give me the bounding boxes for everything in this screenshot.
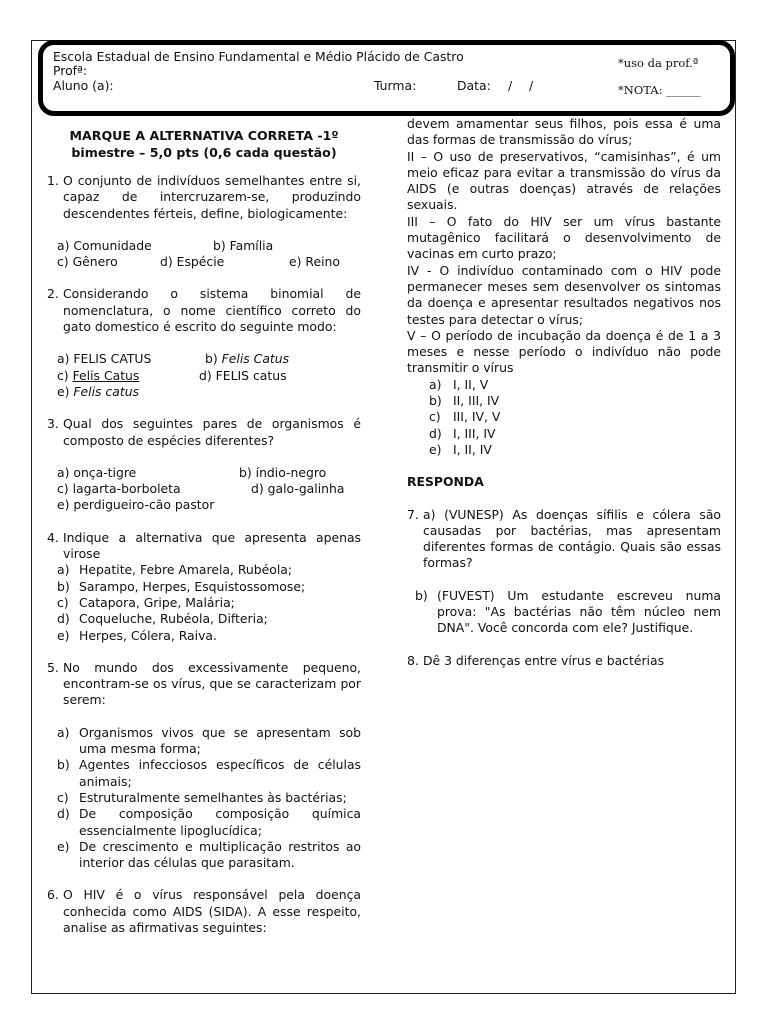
question-1 — [47, 173, 361, 222]
class-label: Turma: — [374, 78, 417, 93]
question-number: 1. — [47, 173, 59, 188]
option-c[interactable]: c) Gênero — [57, 254, 118, 270]
option-a[interactable]: a) Comunidade — [57, 237, 152, 253]
question-number: 6. — [47, 887, 59, 903]
teacher-label: Profª: — [53, 63, 88, 78]
question-number: 5. — [47, 659, 59, 675]
option-b[interactable]: b) II, III, IV — [429, 393, 500, 409]
grade-field: *NOTA: ______ — [618, 83, 701, 97]
question-3 — [47, 416, 361, 449]
options-row — [57, 384, 361, 400]
question-4 — [47, 530, 361, 563]
question-5 — [47, 660, 361, 709]
option-c[interactable]: c) III, IV, V — [429, 409, 501, 425]
option-a[interactable]: a) I, II, V — [429, 376, 489, 392]
question-text: (FUVEST) Um estudante escreveu numa prova: "As bactérias não têm núcleo nem DNA". Você concorda com ele? Justifique. — [437, 587, 721, 636]
date-separator: / — [508, 78, 513, 93]
question-number: 3. — [47, 416, 59, 432]
option-a[interactable]: a) FELIS CATUS — [57, 351, 152, 367]
option-c[interactable]: c) Felis Catus — [57, 367, 140, 383]
question-text: O HIV é o vírus responsável pela doença conhecida como AIDS (SIDA). A esse respeito, analise as afirmativas seguintes: — [63, 887, 361, 935]
option-e[interactable]: e) Herpes, Cólera, Raiva. — [57, 627, 217, 643]
option-e[interactable]: e) I, II, IV — [429, 441, 492, 457]
question-7a — [407, 507, 721, 572]
statement-iv: IV - O indivíduo contaminado com o HIV pode permanecer meses sem desenvolver os sintomas da doença e apresentar resultados negativos nos testes para detectar o vírus; — [407, 262, 721, 327]
option-list — [57, 725, 361, 872]
header-box — [38, 40, 735, 116]
option-c[interactable]: c) lagarta-borboleta — [57, 481, 181, 497]
question-text: Indique a alternativa que apresenta apenas virose — [63, 529, 361, 562]
question-letter: b) — [415, 587, 428, 603]
question-2 — [47, 286, 361, 335]
date-separator: / — [529, 78, 534, 93]
date-label: Data: — [457, 78, 491, 93]
options-row — [57, 254, 361, 270]
option-a[interactable]: a) onça-tigre — [57, 464, 137, 480]
page-title: MARQUE A ALTERNATIVA CORRETA -1º bimestre – 5,0 pts (0,6 cada questão) — [69, 128, 339, 160]
option-d[interactable]: d) Espécie — [160, 254, 225, 270]
option-b[interactable]: b) índio-negro — [239, 464, 327, 480]
question-number: 4. — [47, 529, 59, 545]
section-heading-responda: RESPONDA — [407, 474, 484, 490]
question-8 — [407, 653, 721, 669]
student-label: Aluno (a): — [53, 78, 114, 93]
question-text: Considerando o sistema binomial de nomenclatura, o nome científico correto do gato domestico é escrito do seguinte modo: — [63, 286, 361, 335]
question-6 — [47, 887, 361, 936]
question-text: Qual dos seguintes pares de organismos é composto de espécies diferentes? — [63, 416, 361, 448]
option-e[interactable]: e) De crescimento e multiplicação restritos ao interior das células que parasitam. — [57, 838, 361, 871]
option-d[interactable]: d) galo-galinha — [251, 481, 345, 497]
option-d[interactable]: d) I, III, IV — [429, 425, 496, 441]
option-d[interactable]: d) De composição composição química essencialmente lipoglucídica; — [57, 806, 361, 838]
option-b[interactable]: b) Agentes infecciosos específicos de células animais; — [57, 757, 361, 789]
options-row — [57, 497, 361, 513]
question-7b — [415, 588, 721, 637]
right-column — [407, 118, 721, 669]
option-c[interactable]: c) Catapora, Gripe, Malária; — [57, 594, 235, 610]
options-row — [57, 368, 361, 384]
options-row — [57, 351, 361, 367]
option-d[interactable]: d) FELIS catus — [199, 367, 287, 383]
statement-ii: II – O uso de preservativos, “camisinhas”, é um meio eficaz para evitar a transmissão do vírus da AIDS (e outras doenças) através de relações sexuais. — [407, 148, 721, 213]
options-row — [57, 481, 361, 497]
statement-iii: III – O fato do HIV ser um vírus bastante mutagênico facilitará o desenvolvimento de vacinas em curto prazo; — [407, 213, 721, 262]
option-a[interactable]: a) Hepatite, Febre Amarela, Rubéola; — [57, 562, 293, 578]
question-text: a) (VUNESP) As doenças sífilis e cólera são causadas por bactérias, mas apresentam diferentes formas de contágio. Quais são essas formas? — [423, 506, 721, 571]
question-text: No mundo dos excessivamente pequeno, encontram-se os vírus, que se caracterizam por serem: — [63, 659, 361, 708]
prof-use-note: *uso da prof.ª — [618, 56, 699, 70]
option-e[interactable]: e) perdigueiro-cão pastor — [57, 497, 215, 513]
question-number: 7. — [407, 506, 419, 522]
option-d[interactable]: d) Coqueluche, Rubéola, Difteria; — [57, 611, 268, 627]
statement-i-continued: devem amamentar seus filhos, pois essa é uma das formas de transmissão do vírus; — [407, 116, 721, 148]
option-list — [57, 562, 361, 643]
options-row — [57, 238, 361, 254]
option-list — [407, 377, 721, 458]
statement-v: V – O período de incubação da doença é de 1 a 3 meses e nesse período o indivíduo não pode transmitir o vírus — [407, 327, 721, 376]
question-number: 2. — [47, 286, 59, 302]
question-text: O conjunto de indivíduos semelhantes entre si, capaz de intercruzarem-se, produzindo descendentes férteis, define, biologicamente: — [63, 173, 361, 221]
option-b[interactable]: b) Sarampo, Herpes, Esquistossomose; — [57, 578, 306, 594]
options-row — [57, 465, 361, 481]
option-b[interactable]: b) Família — [213, 237, 274, 253]
option-c[interactable]: c) Estruturalmente semelhantes às bactérias; — [57, 789, 347, 805]
option-a[interactable]: a) Organismos vivos que se apresentam sob uma mesma forma; — [57, 724, 361, 757]
question-text: Dê 3 diferenças entre vírus e bactérias — [423, 652, 665, 668]
option-b[interactable]: b) Felis Catus — [205, 351, 290, 367]
left-column — [47, 118, 361, 936]
option-e[interactable]: e) Felis catus — [57, 383, 140, 399]
option-e[interactable]: e) Reino — [289, 254, 340, 270]
school-name: Escola Estadual de Ensino Fundamental e Médio Plácido de Castro — [53, 49, 464, 64]
question-number: 8. — [407, 652, 419, 668]
